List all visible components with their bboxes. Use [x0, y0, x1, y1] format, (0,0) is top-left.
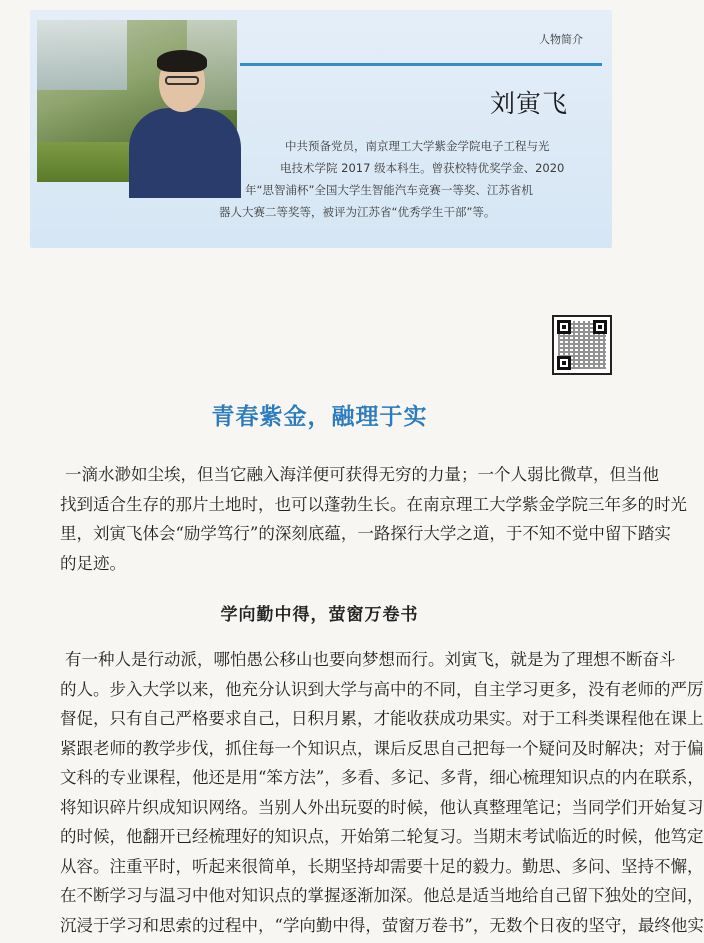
intro-paragraph	[60, 460, 687, 578]
paragraph-line: 的足迹。	[60, 553, 126, 573]
section-title: 学向勤中得，萤窗万卷书	[220, 605, 419, 625]
paragraph-line: 里，刘寅飞体会“励学笃行”的深刻底蕴，一路探行大学之道，于不知不觉中留下踏实	[60, 524, 671, 543]
paragraph-line: 的时候，他翻开已经梳理好的知识点，开始第二轮复习。当期末考试临近的时候，他笃定	[60, 827, 704, 846]
qr-code-icon[interactable]	[552, 315, 612, 375]
header-divider	[240, 63, 602, 66]
person-name: 刘寅飞	[490, 89, 569, 118]
paragraph-line: 督促，只有自己严格要求自己，日积月累，才能收获成功果实。对于工科类课程他在课上	[60, 709, 704, 728]
bio-line: 电技术学院 2017 级本科生。曾获校特优奖学金、2020	[280, 161, 565, 175]
paragraph-line: 有一种人是行动派，哪怕愚公移山也要向梦想而行。刘寅飞，就是为了理想不断奋斗	[65, 650, 676, 669]
article-title: 青春紫金，融理于实	[211, 403, 428, 430]
paragraph-line: 将知识碎片织成知识网络。当别人外出玩耍的时候，他认真整理笔记；当同学们开始复习	[60, 797, 704, 817]
paragraph-line: 文科的专业课程，他还是用“笨方法”，多看、多记、多背，细心梳理知识点的内在联系，	[60, 768, 704, 787]
bio-line: 中共预备党员，南京理工大学紫金学院电子工程与光	[285, 139, 550, 153]
paragraph-line: 找到适合生存的那片土地时，也可以蓬勃生长。在南京理工大学紫金学院三年多的时光	[60, 494, 687, 514]
paragraph-line: 在不断学习与温习中他对知识点的掌握逐渐加深。他总是适当地给自己留下独处的空间，	[60, 886, 704, 905]
bio-line: 器人大赛二等奖等，被评为江苏省“优秀学生干部”等。	[219, 205, 496, 219]
paragraph-line: 从容。注重平时，听起来很简单，长期坚持却需要十足的毅力。勤思、多问、坚持不懈，	[60, 856, 704, 876]
paragraph-line: 沉浸于学习和思索的过程中，“学向勤中得，萤窗万卷书”，无数个日夜的坚守，最终他实	[60, 915, 704, 935]
paragraph-line: 的人。步入大学以来，他充分认识到大学与高中的不同，自主学习更多，没有老师的严厉	[60, 679, 704, 699]
body-paragraph	[60, 645, 704, 940]
person-bio	[205, 135, 590, 223]
paragraph-line: 一滴水渺如尘埃，但当它融入海洋便可获得无穷的力量；一个人弱比微草，但当他	[65, 465, 659, 484]
paragraph-line: 紧跟老师的教学步伐，抓住每一个知识点，课后反思自己把每一个疑问及时解决；对于偏	[60, 738, 704, 758]
bio-line: 年“思智浦杯”全国大学生智能汽车竞赛一等奖、江苏省机	[245, 183, 533, 197]
section-tag: 人物简介	[539, 33, 583, 46]
